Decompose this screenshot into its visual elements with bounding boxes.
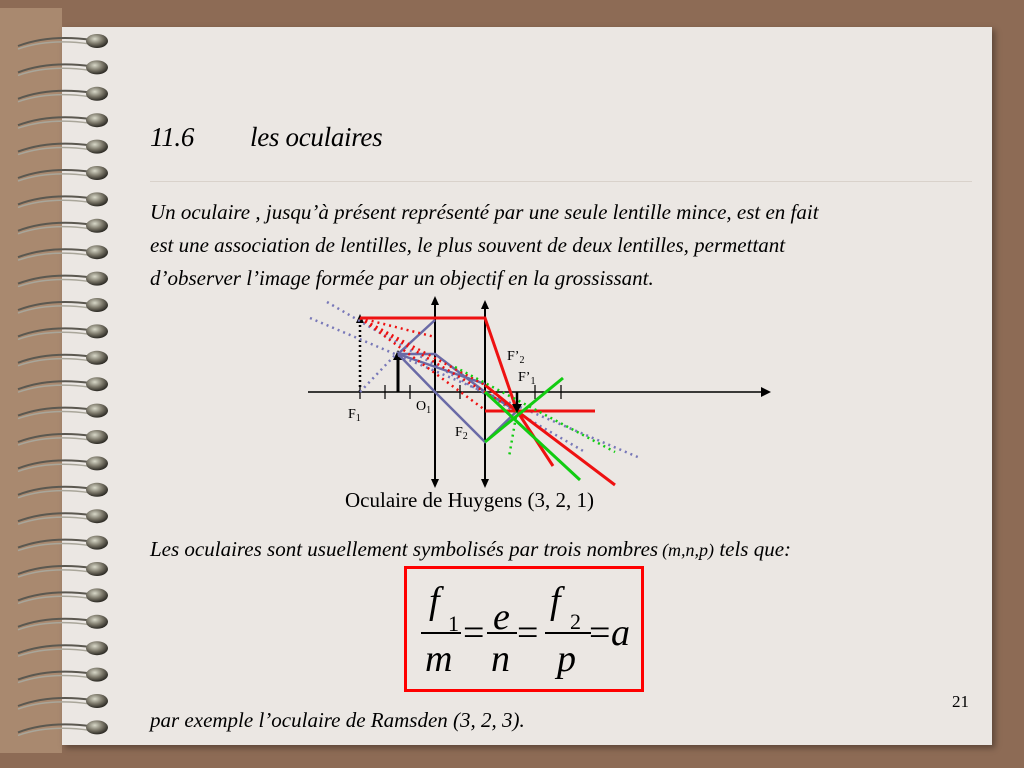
binding-ring	[86, 140, 108, 154]
heading-divider	[150, 181, 972, 182]
formula-den1: m	[425, 638, 453, 680]
formula-num1: f	[429, 580, 440, 622]
binding-ring	[86, 562, 108, 576]
binding-ring	[86, 219, 108, 233]
label-f1: $F_1$	[348, 407, 361, 424]
label-f2: $F_2$	[455, 425, 468, 442]
binding-ring	[86, 404, 108, 418]
binding-ring	[86, 615, 108, 629]
section-title: les oculaires	[250, 122, 383, 152]
binding-ring	[86, 668, 108, 682]
binding-ring	[86, 324, 108, 338]
formula-num3: f	[550, 580, 561, 622]
green-ray	[485, 392, 580, 480]
binding-ring	[86, 377, 108, 391]
formula-box	[404, 566, 644, 692]
binding-ring	[86, 87, 108, 101]
formula-eq3: =	[589, 612, 611, 654]
label-f2-prime: $F’_2$	[507, 349, 525, 366]
blue-ray	[398, 320, 435, 354]
binding-ring	[86, 166, 108, 180]
label-o1: $O_1$	[416, 399, 432, 416]
diagram-caption: Oculaire de Huygens (3, 2, 1)	[345, 488, 595, 512]
binding-ring	[86, 536, 108, 550]
formula-num1-sub: 1	[448, 611, 459, 636]
formula-eq1: =	[463, 612, 485, 654]
axis-arrowhead	[761, 387, 771, 397]
intro-paragraph	[150, 196, 950, 295]
eye-lens-top-arrow	[481, 300, 489, 309]
symbol-args: (m,n,p)	[662, 540, 715, 560]
formula-eq2: =	[517, 612, 539, 654]
label-f1-prime: $F’_1$	[518, 370, 536, 387]
binding-ring	[86, 34, 108, 48]
focal-ratio-formula	[407, 569, 641, 689]
binding-ring	[86, 113, 108, 127]
formula-den3: p	[557, 638, 576, 680]
formula-den2: n	[491, 638, 510, 680]
page-number: 21	[952, 692, 969, 711]
binding-ring	[86, 351, 108, 365]
binding-ring	[86, 694, 108, 708]
intro-line: Un oculaire , jusqu’à présent représenté par une seule lentille mince, est en fait	[150, 200, 819, 224]
eye-lens-bottom-arrow	[481, 479, 489, 488]
field-lens-bottom-arrow	[431, 479, 439, 488]
ramsden-example: par exemple l’oculaire de Ramsden (3, 2, 3).	[150, 708, 525, 732]
symbol-sentence	[150, 537, 791, 562]
symbol-text: Les oculaires sont usuellement symbolisés par trois nombres	[150, 537, 659, 561]
binding-ring	[86, 588, 108, 602]
formula-result: a	[611, 612, 630, 654]
binding-ring	[86, 509, 108, 523]
binding-ring	[86, 456, 108, 470]
intro-line: d’observer l’image formée par un objectif en la grossissant.	[150, 266, 654, 290]
binding-ring	[86, 245, 108, 259]
binding-ring	[86, 298, 108, 312]
blue-dotted-ray	[360, 352, 398, 392]
section-heading	[150, 122, 382, 153]
binding-ring	[86, 272, 108, 286]
field-lens-top-arrow	[431, 296, 439, 305]
binding-ring	[86, 720, 108, 734]
spiral-binding	[0, 28, 120, 743]
binding-ring	[86, 430, 108, 444]
binding-ring	[86, 483, 108, 497]
huygens-eyepiece-diagram	[295, 292, 785, 492]
binding-ring	[86, 192, 108, 206]
binding-ring	[86, 641, 108, 655]
formula-num2: e	[493, 596, 510, 638]
red-dotted-ray	[360, 318, 485, 385]
intro-line: est une association de lentilles, le plus souvent de deux lentilles, permettant	[150, 233, 786, 257]
red-dotted-ray	[360, 318, 435, 337]
formula-num3-sub: 2	[570, 609, 581, 634]
section-number: 11.6	[150, 122, 195, 152]
symbol-tail: tels que:	[714, 537, 792, 561]
red-ray	[485, 385, 615, 485]
binding-ring	[86, 60, 108, 74]
